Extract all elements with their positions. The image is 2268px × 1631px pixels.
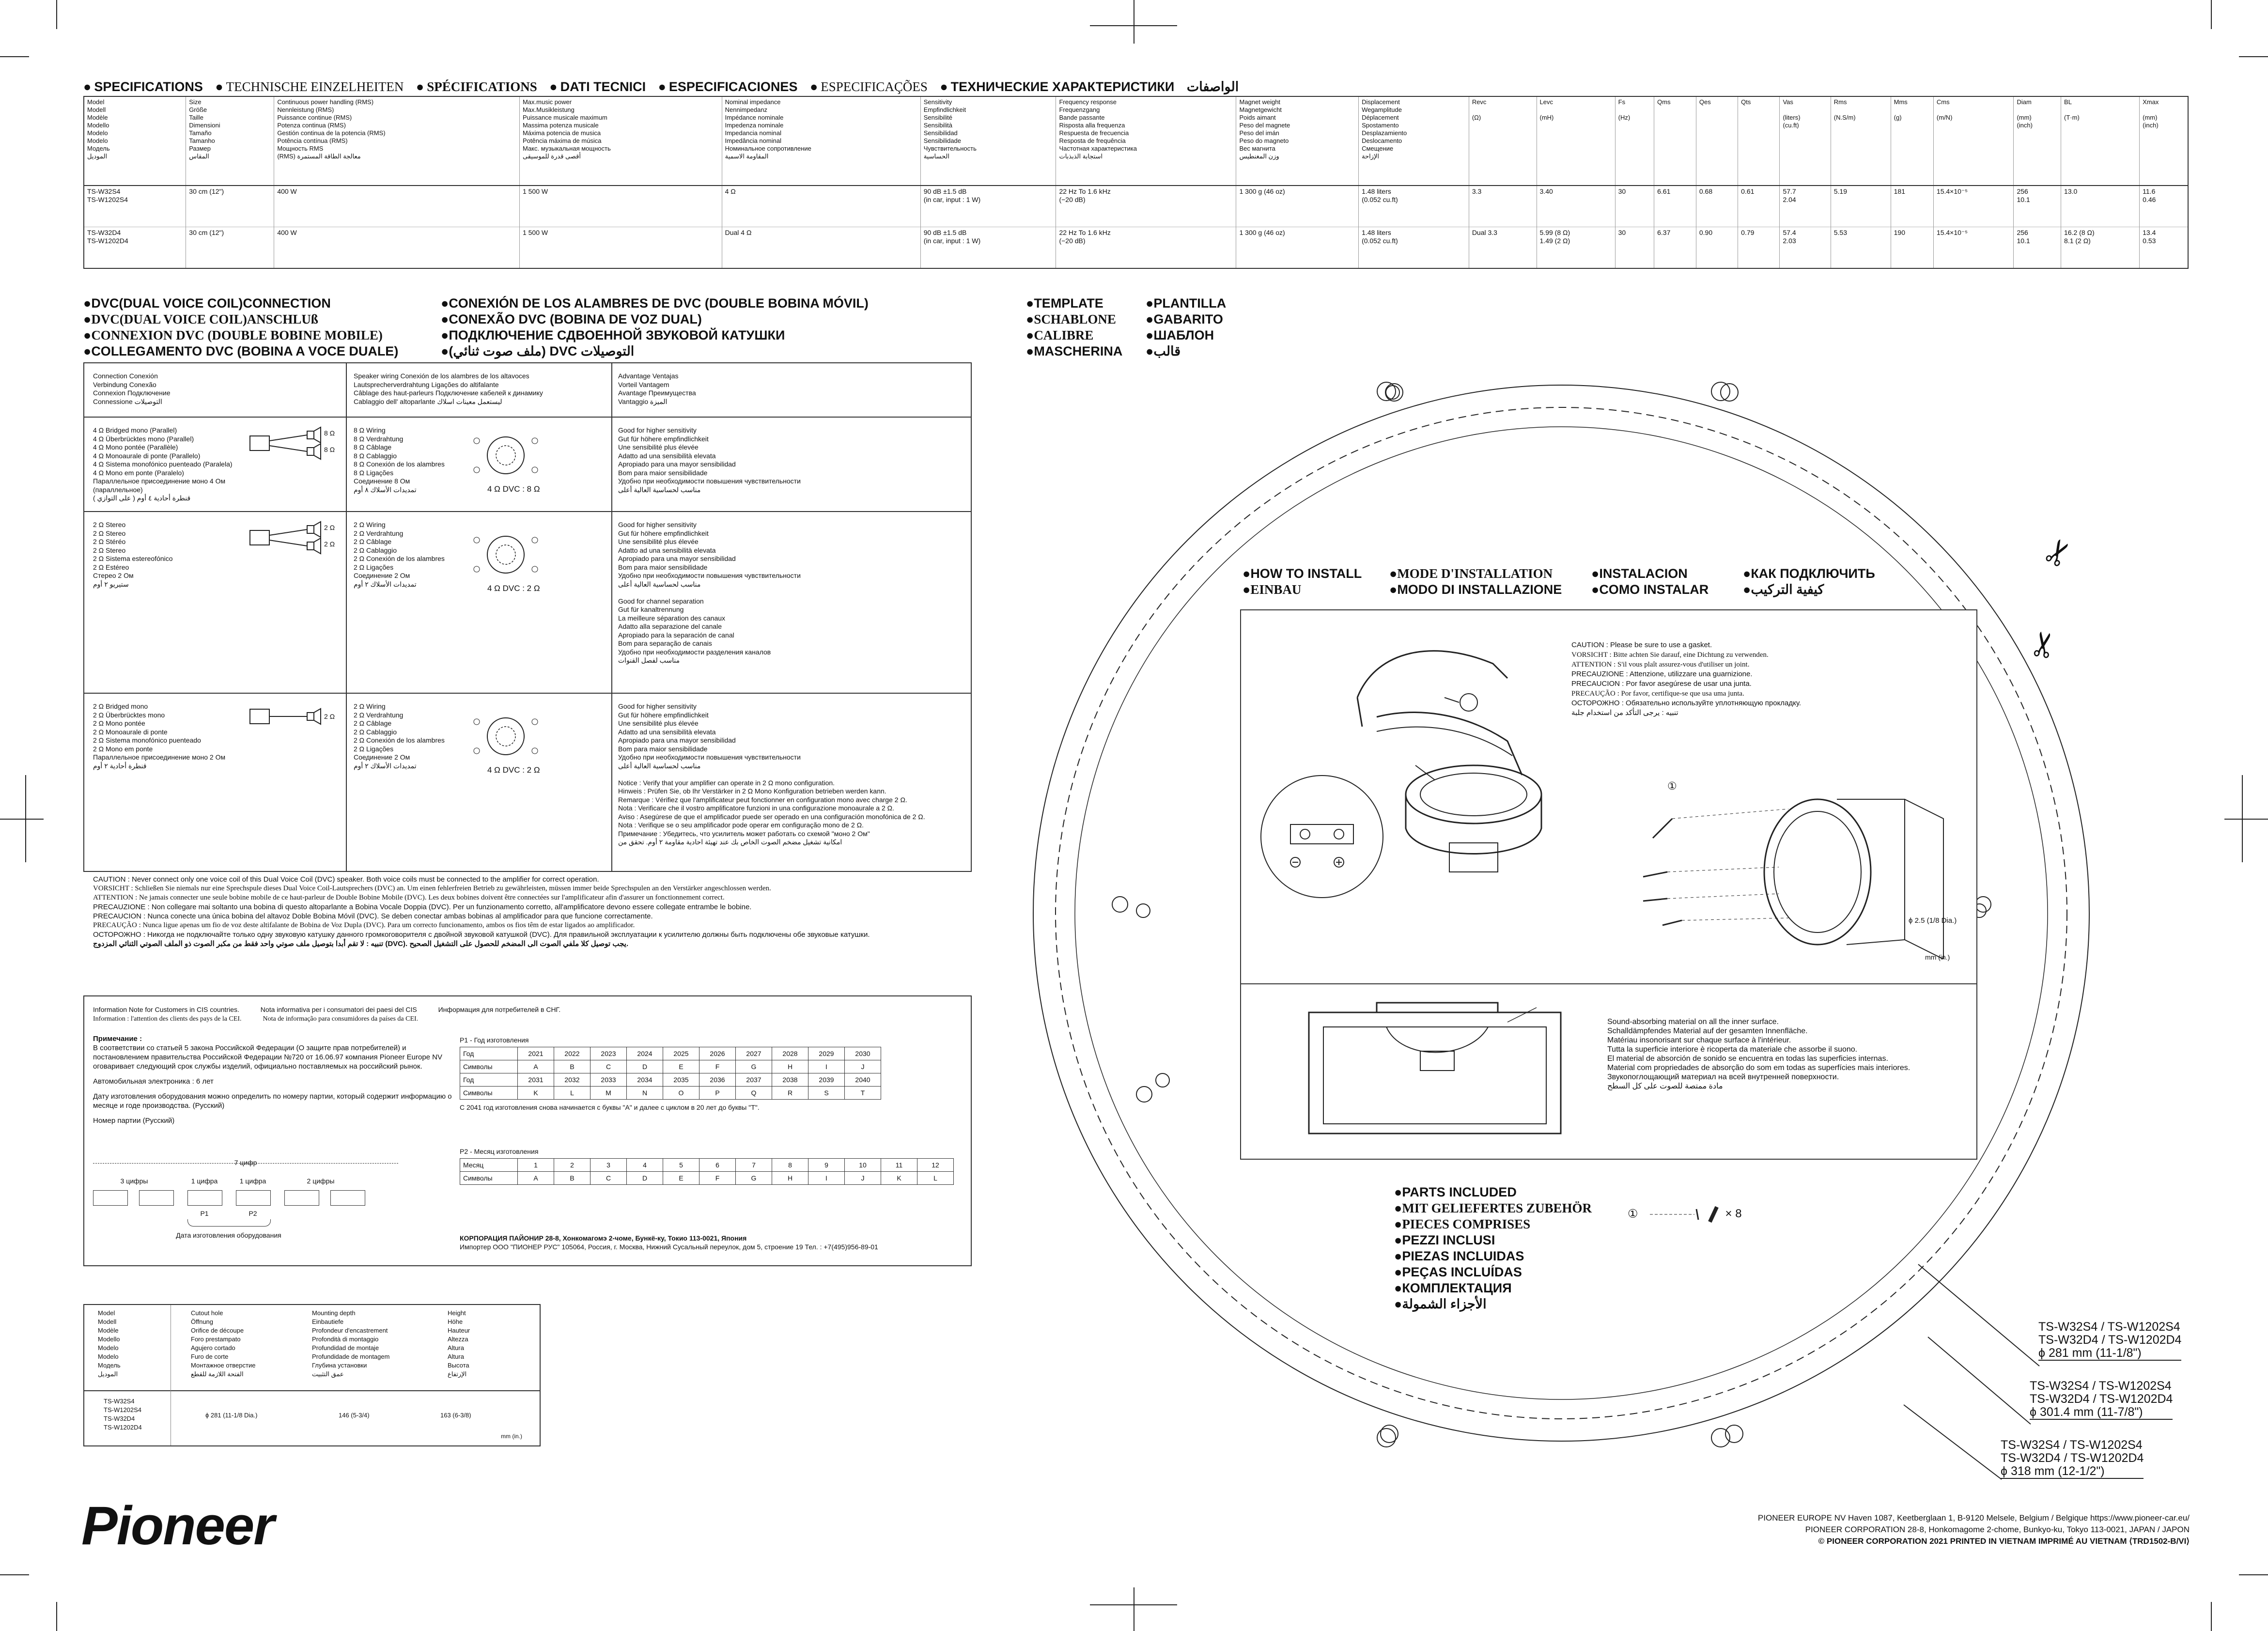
template-label-3: TS-W32S4 / TS-W1202S4 TS-W32D4 / TS-W1202D4 ϕ 318 mm (12-1/2")	[2001, 1438, 2144, 1478]
code-cell: 12	[917, 1159, 954, 1172]
code-cell: F	[699, 1060, 736, 1073]
code-cell: Q	[736, 1087, 772, 1100]
spec-col-header: Nominal impedance Nennimpedanz Impédance nominale Impedenza nominale Impedancia nominal Impedância nominal Номинальное сопротивление المقاومة الاسمية	[722, 96, 920, 186]
code-cell: S	[808, 1087, 845, 1100]
screw-icon	[1708, 1206, 1719, 1223]
code-cell: 4	[627, 1159, 663, 1172]
code-cell: O	[663, 1087, 699, 1100]
spec-cell: 256 10.1	[2014, 227, 2061, 269]
leader-lines	[1889, 1259, 2044, 1485]
dvc-row3-wiring: 2 Ω Wiring 2 Ω Verdrahtung 2 Ω Câblage 2 Ω Cablaggio 2 Ω Conexión de los alambres 2 Ω Ligações Соединение 2 Ом تمديدات الأسلاك ٢ أوم	[354, 702, 445, 770]
code-cell: 9	[808, 1159, 845, 1172]
spec-cell: 0.79	[1738, 227, 1780, 269]
code-cell: 1	[518, 1159, 554, 1172]
code-cell: 8	[772, 1159, 808, 1172]
spec-col-header: Fs (Hz)	[1615, 96, 1654, 186]
code-cell: J	[845, 1060, 881, 1073]
dvc-caution: CAUTION : Never connect only one voice coil of this Dual Voice Coil (DVC) speaker. Both voice coils must be connected to the amplifier for correct operation. VORSICHT : Schließen Sie niemals nur eine Sprechspule dieses Dual Voice Coil-Lautsprechers (DVC) an. Um einen fehlerfreien Betrieb zu gewährleisten, müssen immer beide Sprechspulen an den Verstärker angeschlossen werden. ATTENTION : Ne jamais connecter une seule bobine mobile de ce haut-parleur de Double Bobine Mobile (DVC). Les deux bobines doivent être connectées sur l'amplificateur afin d'assurer un fonctionnement correct. PRECAUZIONE : Non collegare mai soltanto una bobina di questo altoparlante a Bobina Vocale Doppia (DVC). Per un funzionamento corretto, all'amplificatore devono essere collegate entrambe le bobine. PRECAUCION : Nunca conecte una única bobina del altavoz Doble Bobina Móvil (DVC). Se deben conectar ambas bobinas al amplificador para que funcione correctamente. PRECAUÇÃO : Nunca ligue apenas um fio de voz deste altifalante de Bobina de Voz Dupla (DVC). Para um correcto funcionamento, ambos os fios têm de estar ligados ao amplificador. ОСТОРОЖНО : Никогда не подключайте только одну звуковую катушку данного громкоговорителя с двойной звуковой катушкой (DVC). Для правильной эксплуатации к усилителю должны быть подключены обе звуковые катушки. تنبيه : لا تقم أبدا بتوصيل ملف صوتي واحد فقط من مكبر الصوت ذو الملف الصوتي الثنائي المزدوج (DVC). يجب توصيل كلا ملفي الصوت الى المضخم للحصول على التشغيل الصحيح.	[93, 875, 870, 948]
p2-month-table: P2 - Месяц изготовления Месяц 1 2 3 4 5 6 7 8 9 10 11 12 Символы A B C D E F G H I J K L	[460, 1148, 954, 1185]
code-cell: E	[663, 1060, 699, 1073]
mount-hole	[1711, 382, 1730, 401]
spec-cell: 30	[1615, 227, 1654, 269]
circle-one-label: ①	[1667, 780, 1677, 792]
code-cell: L	[917, 1172, 954, 1185]
code-cell: 2031	[518, 1073, 554, 1087]
code-cell: A	[518, 1060, 554, 1073]
code-cell: M	[590, 1087, 627, 1100]
dvc-header-connection: Connection Conexión Verbindung Conexão Connexion Подключение Connessione التوصيلات	[93, 372, 171, 405]
mount-hole	[1112, 896, 1128, 913]
code-cell: B	[554, 1172, 590, 1185]
install-header: ● HOW TO INSTALL ● EINBAU	[1243, 566, 1362, 598]
code-cell: R	[772, 1087, 808, 1100]
scissors-icon: ✂	[2022, 627, 2065, 662]
dvc-row3-advantage: Good for higher sensitivity Gut für höhere empfindlichkeit Une sensibilité plus élevée Adatto ad una sensibilità elevata Apropiado para una mayor sensibilidad Bom para maior sensibilidade Удобно при необходимости повышения чувствительности مناسب لحساسية العالية أعلى Notice : Verify that your amplifier can operate in 2 Ω mono configuration. Hinweis : Prüfen Sie, ob Ihr Verstärker in 2 Ω Mono Konfiguration betrieben werden kann. Remarque : Vérifiez que l'amplificateur peut fonctionner en configuration mono avec charge 2 Ω. Nota : Verificare che il vostro amplificatore funzioni in una configurazione monoaurale a 2 Ω. Aviso : Asegúrese de que el amplificador puede ser operado en una configuración monofónica de 2 Ω. Nota : Verifique se o seu amplificador pode operar em configuração mono de 2 Ω. Примечание : Убедитесь, что усилитель может работать со схемой "моно 2 Ом" امكانية تشغيل مضخم الصوت الخاص بك عند تهيئة احادية مقاومة ٢ أوم. تحقق من	[618, 702, 925, 846]
code-cell: I	[808, 1060, 845, 1073]
dvc-row3-label: 4 Ω DVC : 2 Ω	[487, 765, 540, 775]
code-cell: 2028	[772, 1047, 808, 1060]
code-cell: K	[881, 1172, 917, 1185]
spec-col-header: Frequency response Frequenzgang Bande passante Risposta alla frequenza Respuesta de frecuencia Resposta de frequência Частотная характеристика استجابة الذبذبات	[1056, 96, 1236, 186]
spec-col-header: Revc (Ω)	[1469, 96, 1537, 186]
mount-table: Model Modell Modèle Modello Modelo Modelo Модель الموديل Cutout hole Öffnung Orifice de découpe Foro prestampato Agujero cortado Furo de corte Монтажное отверстие الفتحة اللازمة للقطع Mounting depth Einbautiefe Profondeur d'encastrement Profondità di montaggio Profundidad de montaje Profundidade de montagem Глубина установки عمق التثبيت Height Höhe Hauteur Altezza Altura Altura Высота الإرتفاع TS-W32S4 TS-W1202S4 TS-W32D4 TS-W1202D4 ϕ 281 (11-1/8 Dia.) 146 (5-3/4) 163 (6-3/8) mm (in.)	[83, 1304, 541, 1446]
spec-col-header: Levc (mH)	[1537, 96, 1615, 186]
code-cell: G	[736, 1060, 772, 1073]
code-cell: H	[772, 1172, 808, 1185]
install-header-4: ● КАК ПОДКЛЮЧИТЬ ● كيفية التركيب	[1743, 566, 1875, 598]
code-cell: H	[772, 1060, 808, 1073]
spec-col-header: Vas (liters) (cu.ft)	[1780, 96, 1831, 186]
spec-cell: 22 Hz To 1.6 kHz (−20 dB)	[1056, 227, 1236, 269]
dvc-row3-connection: 2 Ω Bridged mono 2 Ω Überbrücktes mono 2 Ω Mono pontée 2 Ω Monoaurale di ponte 2 Ω Sistema monofónico puenteado 2 Ω Mono em ponte Параллельное присоединение моно 2 Ом قنطرة أحادية ٢ أوم	[93, 702, 226, 770]
crop-mark	[2211, 0, 2212, 29]
spec-cell: 13.0	[2061, 186, 2140, 227]
spec-col-header: Qes	[1696, 96, 1738, 186]
code-cell: 2030	[845, 1047, 881, 1060]
spec-cell: 5.19	[1831, 186, 1891, 227]
mount-hole	[1377, 382, 1396, 401]
spec-col-header: Qts	[1738, 96, 1780, 186]
code-cell: 2037	[736, 1073, 772, 1087]
code-cell: 2022	[554, 1047, 590, 1060]
install-header-2: ● MODE D'INSTALLATION ● MODO DI INSTALLAZIONE	[1389, 566, 1562, 598]
code-cell: P	[699, 1087, 736, 1100]
spec-cell: 0.68	[1696, 186, 1738, 227]
dvc-title-right: ● CONEXIÓN DE LOS ALAMBRES DE DVC (DOUBLE BOBINA MÓVIL) ● CONEXÃO DVC (BOBINA DE VOZ DUAL) ● ПОДКЛЮЧЕНИЕ СДВОЕННОЙ ЗВУКОВОЙ КАТУШКИ ● (ملف صوت ثنائي) DVC التوصيلات	[441, 295, 869, 359]
spec-col-header: Continuous power handling (RMS) Nennleistung (RMS) Puissance continue (RMS) Potenza continua (RMS) Gestión continua de la potencia (RMS) Potência contínua (RMS) Мощность RMS (RMS) معالجة الطاقة المستمرة	[274, 96, 520, 186]
spec-col-header: Magnet weight Magnetgewicht Poids aimant Peso del magnete Peso del imán Peso do magneto Вес магнита وزن المغنطيس	[1236, 96, 1359, 186]
p1-year-table: P1 - Год изготовления Год 2021 2022 2023 2024 2025 2026 2027 2028 2029 2030 Символы A B C D E F G H I J Год 2031 2032 2033 2034 2035 2036 2037 2038 2039 2040 Символы K L M N O P Q R S T С 2041 год изготовления снова начинается с буквы "A" и далее с циклом в 20 лет до буквы "T".	[460, 1036, 881, 1111]
code-cell: 2027	[736, 1047, 772, 1060]
mount-hole	[1377, 1428, 1396, 1447]
code-cell: T	[845, 1087, 881, 1100]
code-cell: A	[518, 1172, 554, 1185]
template-label-1: TS-W32S4 / TS-W1202S4 TS-W32D4 / TS-W1202D4 ϕ 281 mm (11-1/8")	[2038, 1320, 2182, 1360]
dvc-row1-wiring: 8 Ω Wiring 8 Ω Verdrahtung 8 Ω Câblage 8 Ω Cablaggio 8 Ω Conexión de los alambres 8 Ω Ligações Соединение 8 Ом تمديدات الأسلاك ٨ أوم	[354, 426, 445, 494]
crop-mark	[0, 1574, 29, 1575]
crop-mark	[0, 56, 29, 57]
crop-mark	[0, 819, 44, 820]
spec-cell: 3.3	[1469, 186, 1537, 227]
terminal-closeup	[1260, 775, 1383, 898]
parts-screw: ① × 8	[1628, 1206, 1742, 1223]
spec-cell: 0.61	[1738, 186, 1780, 227]
spec-cell: Dual 3.3	[1469, 227, 1537, 269]
mount-hole	[1975, 896, 1991, 913]
code-cell: 2025	[663, 1047, 699, 1060]
dvc-row2-label: 4 Ω DVC : 2 Ω	[487, 584, 540, 593]
dvc-coil-icon	[472, 530, 540, 586]
spec-cell: 1 500 W	[519, 186, 722, 227]
dvc-header-advantage: Advantage Ventajas Vorteil Vantagem Avantage Преимущества Vantaggio الميزة	[618, 372, 696, 405]
dvc-table: Connection Conexión Verbindung Conexão Connexion Подключение Connessione التوصيلات Speaker wiring Conexión de los alambres de los altavoces Lautsprecherverdrahtung Ligações do altifalante Câblage des haut-parleurs Подключение кабелей к динамику Cablaggio dell' altoparlante ليستعمل معينات اسلاك Advantage Ventajas Vorteil Vantagem Avantage Преимущества Vantaggio الميزة 4 Ω Bridged mono (Parallel) 4 Ω Überbrücktes mono (Parallel) 4 Ω Mono pontée (Parallèle) 4 Ω Monoaurale di ponte (Parallelo) 4 Ω Sistema monofónico puenteado (Paralela) 4 Ω Mono em ponte (Paralelo) Параллельное присоединение моно 4 Ом (параллельное) قنطرة أحادية ٤ أوم ( على التوازي ) 8 Ω 8 Ω 8 Ω Wiring 8 Ω Verdrahtung 8 Ω Câblage 8 Ω Cablaggio 8 Ω Conexión de los alambres 8 Ω Ligações Соединение 8 Ом تمديدات الأسلاك ٨ أوم 4 Ω DVC : 8 Ω Good for higher sensitivity Gut für höhere empfindlichkeit Une sensibilité plus élevée Adatto ad una sensibilità elevata Apropiado para una mayor sensibilidad Bom para maior sensibilidade Удобно при необходимости повышения чувствительности مناسب لحساسية العالية أعلى 2 Ω Stereo 2 Ω Stereo 2 Ω Stéréo 2 Ω Stereo 2 Ω Sistema estereofónico 2 Ω Estéreo Стерео 2 Ом ستيريو ٢ أوم 2 Ω 2 Ω 2 Ω Wiring 2 Ω Verdrahtung 2 Ω Câblage 2 Ω Cablaggio 2 Ω Conexión de los alambres 2 Ω Ligações Соединение 2 Ом تمديدات الأسلاك ٢ أوم 4 Ω DVC : 2 Ω Good for higher sensitivity Gut für höhere empfindlichkeit Une sensibilité plus élevée Adatto ad una sensibilità elevata Apropiado para una mayor sensibilidad Bom para maior sensibilidade Удобно при необходимости повышения чувствительности مناسب لحساسية العالية أعلى Good for channel separation Gut für kanaltrennung La meilleure séparation des canaux Adatto alla separazione del canale Apropiado para la separación de canal Bom para separação de canais Удобно при необходимости разделения каналов مناسب لفصل القنوات 2 Ω Bridged mono 2 Ω Überbrücktes mono 2 Ω Mono pontée 2 Ω Monoaurale di ponte 2 Ω Sistema monofónico puenteado 2 Ω Mono em ponte Параллельное присоединение моно 2 Ом قنطرة أحادية ٢ أوم 2 Ω 2 Ω Wiring 2 Ω Verdrahtung 2 Ω Câblage 2 Ω Cablaggio 2 Ω Conexión de los alambres 2 Ω Ligações Соединение 2 Ом تمديدات الأسلاك ٢ أوم 4 Ω DVC : 2 Ω Good for higher sensitivity Gut für höhere empfindlichkeit Une sensibilité plus élevée Adatto ad una sensibilità elevata Apropiado para una mayor sensibilidad Bom para maior sensibilidade Удобно при необходимости повышения чувствительности مناسب لحساسية العالية أعلى Notice : Verify that your amplifier can operate in 2 Ω mono configuration. Hinweis : Prüfen Sie, ob Ihr Verstärker in 2 Ω Mono Konfiguration betrieben werden kann. Remarque : Vérifiez que l'amplificateur peut fonctionner en configuration mono avec charge 2 Ω. Nota : Verificare che il vostro amplificatore funzioni in una configurazione monoaurale a 2 Ω. Aviso : Asegúrese de que el amplificador puede ser operado en una configuración monofónica de 2 Ω. Nota : Verifique se o seu amplificador pode operar em configuração mono de 2 Ω. Примечание : Убедитесь, что усилитель может работать со схемой "моно 2 Ом" امكانية تشغيل مضخم الصوت الخاص بك عند تهيئة احادية مقاومة ٢ أوم. تحقق من	[83, 362, 972, 872]
spec-table	[83, 96, 2189, 269]
spec-cell: 16.2 (8 Ω) 8.1 (2 Ω)	[2061, 227, 2140, 269]
dvc-row2-wiring: 2 Ω Wiring 2 Ω Verdrahtung 2 Ω Câblage 2 Ω Cablaggio 2 Ω Conexión de los alambres 2 Ω Ligações Соединение 2 Ом تمديدات الأسلاك ٢ أوم	[354, 521, 445, 588]
spec-cell: 90 dB ±1.5 dB (in car, input : 1 W)	[920, 227, 1056, 269]
code-cell: 2032	[554, 1073, 590, 1087]
spec-cell: 57.7 2.04	[1780, 186, 1831, 227]
code-cell: 2033	[590, 1073, 627, 1087]
code-row-label: Месяц	[460, 1159, 518, 1172]
code-cell: 3	[590, 1159, 627, 1172]
spec-cell: 3.40	[1537, 186, 1615, 227]
spec-cell: 1 500 W	[519, 227, 722, 269]
spec-cell: 15.4×10⁻⁵	[1933, 227, 2014, 269]
code-cell: 5	[663, 1159, 699, 1172]
code-cell: 10	[845, 1159, 881, 1172]
dvc-row1-label: 4 Ω DVC : 8 Ω	[487, 484, 540, 494]
spec-cell: 1 300 g (46 oz)	[1236, 186, 1359, 227]
spec-cell: 1.48 liters (0.052 cu.ft)	[1359, 186, 1469, 227]
code-cell: 2021	[518, 1047, 554, 1060]
spec-cell: 30 cm (12")	[186, 227, 274, 269]
code-cell: 2038	[772, 1073, 808, 1087]
cis-notice: Примечание : В соответствии со статьей 5 закона Российской Федерации (О защите прав потребителей) и постановлением правительства Российской Федерации №720 от 16.06.97 компания Pioneer Europe NV оговаривает следующий срок службы изделий, официально поставляемых на российский рынок. Автомобильная электроника : 6 лет Дату изготовления оборудования можно определить по номеру партии, который содержит информацию о месяце и годе производства. (Русский) Номер партии (Русский)	[93, 1035, 452, 1125]
pioneer-logo: Pioneer	[81, 1495, 274, 1556]
spec-col-header: Rms (N.S/m)	[1831, 96, 1891, 186]
code-cell: D	[627, 1172, 663, 1185]
crop-mark	[2242, 775, 2243, 862]
scissors-icon: ✂	[2035, 531, 2082, 575]
dvc-coil-icon	[472, 712, 540, 768]
spec-cell: 5.99 (8 Ω) 1.49 (2 Ω)	[1537, 227, 1615, 269]
speaker-illustration	[1386, 756, 1561, 894]
dvc-row1-connection: 4 Ω Bridged mono (Parallel) 4 Ω Überbrücktes mono (Parallel) 4 Ω Mono pontée (Parallèle) 4 Ω Monoaurale di ponte (Parallelo) 4 Ω Sistema monofónico puenteado (Paralela) 4 Ω Mono em ponte (Paralelo) Параллельное присоединение моно 4 Ом (параллельное) قنطرة أحادية ٤ أوم ( على التوازي )	[93, 426, 233, 502]
code-cell: 2039	[808, 1073, 845, 1087]
code-cell: 6	[699, 1159, 736, 1172]
spec-cell: 256 10.1	[2014, 186, 2061, 227]
code-cell: C	[590, 1060, 627, 1073]
screws-illustration	[1633, 790, 1973, 962]
dvc-row1-advantage: Good for higher sensitivity Gut für höhere empfindlichkeit Une sensibilité plus élevée Adatto ad una sensibilità elevata Apropiado para una mayor sensibilidad Bom para maior sensibilidade Удобно при необходимости повышения чувствительности مناسب لحساسية العالية أعلى	[618, 426, 801, 494]
dvc-coil-icon	[472, 431, 540, 487]
crop-mark	[56, 1602, 57, 1631]
template-label-2: TS-W32S4 / TS-W1202S4 TS-W32D4 / TS-W1202D4 ϕ 301.4 mm (11-7/8")	[2030, 1379, 2173, 1419]
code-cell: 2029	[808, 1047, 845, 1060]
code-cell: 2035	[663, 1073, 699, 1087]
spec-col-header: Xmax (mm) (inch)	[2140, 96, 2188, 186]
install-caution: CAUTION : Please be sure to use a gasket. VORSICHT : Bitte achten Sie darauf, eine Dichtung zu verwenden. ATTENTION : S'il vous plaît assurez-vous d'utiliser un joint. PRECAUZIONE : Attenzione, utilizzare una guarnizione. PRECAUCION : Por favor asegúrese de usar una junta. PRECAUÇÃO : Por favor, certifique-se que usa uma junta. ОСТОРОЖНО : Обязательно используйте уплотняющую прокладку. تنبيه : يرجى التأكد من استخدام جلبة	[1571, 641, 1802, 717]
spec-cell: 30 cm (12")	[186, 186, 274, 227]
code-cell: 2023	[590, 1047, 627, 1060]
spec-cell: Dual 4 Ω	[722, 227, 920, 269]
crop-mark	[2239, 56, 2268, 57]
spec-col-header: Displacement Wegamplitude Déplacement Spostamento Desplazamiento Deslocamento Смещение الإزاحة	[1359, 96, 1469, 186]
code-cell: B	[554, 1060, 590, 1073]
lot-diagram: 7 цифр 3 цифры 1 цифра 1 цифра 2 цифры P1 P2 Дата изготовления оборудования	[93, 1159, 461, 1256]
code-cell: D	[627, 1060, 663, 1073]
spec-cell: 400 W	[274, 227, 520, 269]
code-cell: F	[699, 1172, 736, 1185]
code-cell: 11	[881, 1159, 917, 1172]
code-cell: E	[663, 1172, 699, 1185]
spec-col-header: BL (T·m)	[2061, 96, 2140, 186]
code-cell: K	[518, 1087, 554, 1100]
spec-col-header: Mms (g)	[1891, 96, 1933, 186]
spec-col-header: Cms (m/N)	[1933, 96, 2014, 186]
code-cell: 2	[554, 1159, 590, 1172]
cis-note-box: Information Note for Customers in CIS countries. Nota informativa per i consumatori dei paesi del CIS Информация для потребителей в СНГ. Information : l'attention des clients des pays de la CEI. Nota de informação para consumidores da países da CEI. Примечание : В соответствии со статьей 5 закона Российской Федерации (О защите прав потребителей) и постановлением правительства Российской Федерации №720 от 16.06.97 компания Pioneer Europe NV оговаривает следующий срок службы изделий, официально поставляемых на российский рынок. Автомобильная электроника : 6 лет Дату изготовления оборудования можно определить по номеру партии, который содержит информацию о месяце и годе производства. (Русский) Номер партии (Русский) 7 цифр 3 цифры 1 цифра 1 цифра 2 цифры P1 P2 Дата изготовления оборудования P1 - Год изготовления Год 2021 2022 2023 2024 2025 2026 2027 2028 2029 2030 Символы A B C D E F G H I J Год 2031 2032 2033 2034 2035 2036 2037 2038 2039 2040 Символы K L M N O P Q R S T С 2041 год изготовления снова начинается с буквы "A" и далее с циклом в 20 лет до буквы "T". P2 - Месяц изготовления Месяц 1 2 3 4 5 6 7 8 9 10 11 12 Символы A B C D E F G H I J K L КОРПОРАЦИЯ ПАЙОНИР 28-8, Хонкомагомэ 2-чоме, Бункё-ку, Токио 113-0021, Япония Импортер ООО "ПИОНЕР РУС" 105064, Россия, г. Москва, Нижний Сусальный переулок, дом 5, строение 19 Тел. : +7(495)956-89-01	[83, 995, 972, 1266]
spec-cell: 13.4 0.53	[2140, 227, 2188, 269]
spec-cell: 11.6 0.46	[2140, 186, 2188, 227]
crop-mark	[2239, 1574, 2268, 1575]
code-cell: 7	[736, 1159, 772, 1172]
spec-col-header: Qms	[1654, 96, 1696, 186]
absorb-text: Sound-absorbing material on all the inner surface. Schalldämpfendes Material auf der gesamten Innenfläche. Matériau insonorisant sur chaque surface à l'intérieur. Tutta la superficie interiore è ricoperta da materiale che assorbe il suono. El material de absorción de sonido se encuentra en todas las superficies internas. Material com propriedades de absorção do som em todas as superfícies mais interiores. Звукопоглощающий материал на всей внутренней поверхности. مادة ممتصة للصوت على كل السطح	[1607, 1018, 1911, 1090]
spec-cell: 57.4 2.03	[1780, 227, 1831, 269]
spec-col-header: Sensitivity Empfindlichkeit Sensibilité Sensibilità Sensibilidad Sensibilidade Чувствительность الحساسية	[920, 96, 1056, 186]
code-row-label: Символы	[460, 1087, 518, 1100]
code-cell: C	[590, 1172, 627, 1185]
spec-col-header: Model Modell Modèle Modello Modelo Modelo Модель الموديل	[84, 96, 186, 186]
parts-header: ● PARTS INCLUDED ● MIT GELIEFERTES ZUBEHÖR ● PIECES COMPRISES ● PEZZI INCLUSI ● PIEZAS INCLUIDAS ● PEÇAS INCLUÍDAS ● КОМПЛЕКТАЦИЯ ● الأجزاء الشمولة	[1394, 1184, 1592, 1312]
crop-mark	[25, 775, 26, 862]
crop-mark	[1090, 25, 1177, 26]
code-cell: L	[554, 1087, 590, 1100]
code-cell: 2034	[627, 1073, 663, 1087]
install-unit: mm (in.)	[1925, 953, 1950, 961]
crop-mark	[56, 0, 57, 29]
spec-cell: 5.53	[1831, 227, 1891, 269]
spec-cell: 1.48 liters (0.052 cu.ft)	[1359, 227, 1469, 269]
crop-mark	[1090, 1604, 1177, 1605]
code-cell: 2024	[627, 1047, 663, 1060]
spec-cell: 4 Ω	[722, 186, 920, 227]
code-row-label: Символы	[460, 1172, 518, 1185]
spec-cell: 30	[1615, 186, 1654, 227]
spec-cell: 22 Hz To 1.6 kHz (−20 dB)	[1056, 186, 1236, 227]
template-header-2: ● PLANTILLA ● GABARITO ● ШАБЛОН ● قالب	[1146, 295, 1226, 359]
spec-cell: 6.61	[1654, 186, 1696, 227]
code-cell: G	[736, 1172, 772, 1185]
cis-corp: КОРПОРАЦИЯ ПАЙОНИР 28-8, Хонкомагомэ 2-чоме, Бункё-ку, Токио 113-0021, Япония Импортер ООО "ПИОНЕР РУС" 105064, Россия, г. Москва, Нижний Сусальный переулок, дом 5, строение 19 Тел. : +7(495)956-89-01	[460, 1234, 878, 1251]
code-row-label: Год	[460, 1073, 518, 1087]
code-cell: N	[627, 1087, 663, 1100]
dvc-row2-connection: 2 Ω Stereo 2 Ω Stereo 2 Ω Stéréo 2 Ω Stereo 2 Ω Sistema estereofónico 2 Ω Estéreo Стерео 2 Ом ستيريو ٢ أوم	[93, 521, 173, 588]
code-cell: I	[808, 1172, 845, 1185]
code-cell: 2040	[845, 1073, 881, 1087]
code-row-label: Символы	[460, 1060, 518, 1073]
dvc-title-left: ● DVC(DUAL VOICE COIL)CONNECTION ● DVC(DUAL VOICE COIL)ANSCHLUß ● CONNEXION DVC (DOUBLE BOBINE MOBILE) ● COLLEGAMENTO DVC (BOBINA A VOCE DUALE)	[83, 295, 398, 359]
spec-col-header: Max.music power Max.Musikleistung Puissance musicale maximum Massima potenza musicale Máxima potencia de musica Potência máxima de música Макс. музыкальная мощность أقصى قدرة للموسيقى	[519, 96, 722, 186]
spec-cell: 400 W	[274, 186, 520, 227]
code-cell: 2026	[699, 1047, 736, 1060]
enclosure-illustration	[1304, 998, 1575, 1146]
spec-row	[84, 186, 2188, 227]
crop-mark	[2224, 819, 2268, 820]
dvc-header-wiring: Speaker wiring Conexión de los alambres de los altavoces Lautsprecherverdrahtung Ligações do altifalante Câblage des haut-parleurs Подключение кабелей к динамику Cablaggio dell' altoparlante ليستعمل معينات اسلاك	[354, 372, 543, 405]
spec-cell: 90 dB ±1.5 dB (in car, input : 1 W)	[920, 186, 1056, 227]
mount-hole	[1711, 1428, 1730, 1447]
mount-hole	[1136, 1086, 1152, 1103]
spec-col-header: Diam (mm) (inch)	[2014, 96, 2061, 186]
spec-row	[84, 227, 2188, 269]
spec-cell: 181	[1891, 186, 1933, 227]
code-cell: 2036	[699, 1073, 736, 1087]
spec-cell: 190	[1891, 227, 1933, 269]
spec-cell: 15.4×10⁻⁵	[1933, 186, 2014, 227]
footer: PIONEER EUROPE NV Haven 1087, Keetberglaan 1, B-9120 Melsele, Belgium / Belgique https://www.pioneer-car.eu/ PIONEER CORPORATION 28-8, Honkomagome 2-chome, Bunkyo-ku, Tokyo 113-0021, JAPAN / JAPON © PIONEER CORPORATION 2021 PRINTED IN VIETNAM IMPRIMÉ AU VIETNAM ⟨TRD1502-B/VI⟩	[1757, 1513, 2190, 1546]
code-row-label: Год	[460, 1047, 518, 1060]
spec-cell: 0.90	[1696, 227, 1738, 269]
spec-cell: TS-W32S4 TS-W1202S4	[84, 186, 186, 227]
dvc-row2-advantage: Good for higher sensitivity Gut für höhere empfindlichkeit Une sensibilité plus élevée Adatto ad una sensibilità elevata Apropiado para una mayor sensibilidad Bom para maior sensibilidade Удобно при необходимости повышения чувствительности مناسب لحساسية العالية أعلى Good for channel separation Gut für kanaltrennung La meilleure séparation des canaux Adatto alla separazione del canale Apropiado para la separación de canal Bom para separação de canais Удобно при необходимости разделения каналов مناسب لفصل القنوات	[618, 521, 801, 664]
spec-cell: 6.37	[1654, 227, 1696, 269]
spec-header: ● SPECIFICATIONS ● TECHNISCHE EINZELHEITEN ● SPÉCIFICATIONS ● DATI TECNICI ● ESPECIFICACIONES ● ESPECIFICAÇÕES ● ТЕХНИЧЕСКИЕ ХАРАКТЕРИСТИКИ الواصفات	[83, 79, 1247, 94]
install-box	[1240, 609, 1977, 1160]
install-header-3: ● INSTALACION ● COMO INSTALAR	[1591, 566, 1709, 598]
spec-col-header: Size Größe Taille Dimensioni Tamaño Tamanho Размер المقاس	[186, 96, 274, 186]
spec-cell: TS-W32D4 TS-W1202D4	[84, 227, 186, 269]
crop-mark	[2211, 1602, 2212, 1631]
hole-size: ϕ 2.5 (1/8 Dia.)	[1909, 916, 1957, 925]
spec-cell: 1 300 g (46 oz)	[1236, 227, 1359, 269]
code-cell: J	[845, 1172, 881, 1185]
template-header: ● TEMPLATE ● SCHABLONE ● CALIBRE ● MASCHERINA	[1026, 295, 1122, 359]
